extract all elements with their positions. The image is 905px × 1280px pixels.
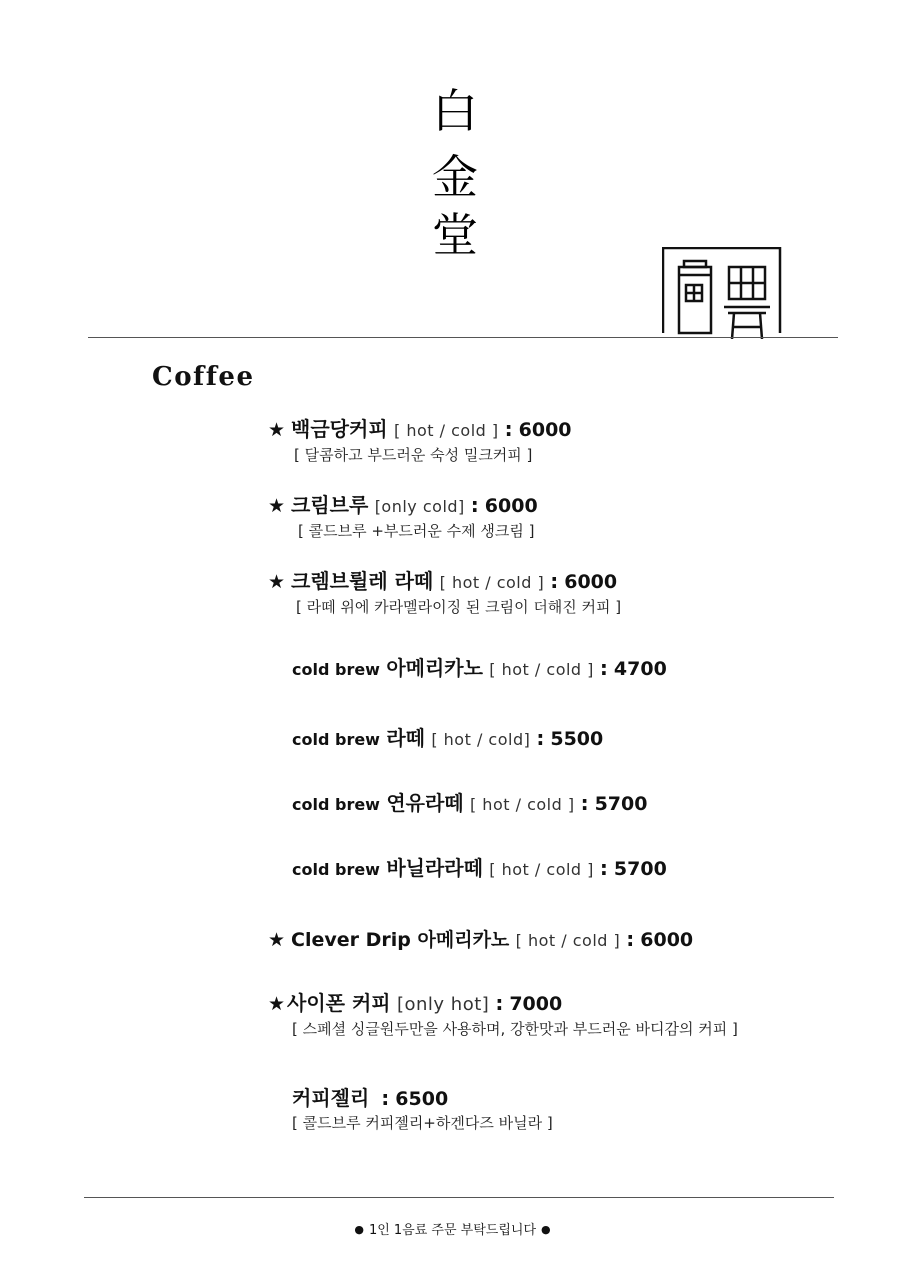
item-price: 6000 [640,929,694,951]
item-prefix: cold brew [292,860,380,879]
menu-item-clever-drip-americano [268,926,693,954]
title-char-1: 白 [432,84,478,138]
header-divider [88,337,838,338]
item-price: 7000 [509,993,563,1015]
item-colon: : [580,791,589,815]
item-price: 6000 [564,571,618,593]
item-name: 커피젤리 [292,1086,370,1110]
item-price: 6000 [518,419,572,441]
menu-item-cold-brew-americano [292,655,667,683]
bullet-icon: ● [354,1223,364,1236]
item-colon: : [381,1086,390,1110]
item-option: [ hot / cold ] [469,795,575,814]
item-colon: : [626,927,635,951]
footer-text: 1인 1음료 주문 부탁드립니다 [368,1223,537,1238]
item-description: [ 스페셜 싱글원두만을 사용하며, 강한맛과 부드러운 바디감의 커피 ] [292,1020,738,1038]
item-name: 백금당커피 [291,417,388,441]
star-icon: ★ [268,929,286,951]
star-icon: ★ [268,495,286,517]
menu-item-siphon-coffee [268,990,738,1040]
item-price: 5700 [613,858,667,880]
menu-item-cold-brew-vanilla-latte [292,855,667,883]
item-name: 바닐라라떼 [386,856,483,880]
star-icon: ★ [268,419,286,441]
item-colon: : [599,656,608,680]
item-name: 크림브루 [291,493,369,517]
item-price: 5700 [594,793,648,815]
footer-divider [84,1197,834,1198]
item-colon: : [470,493,479,517]
house-logo-icon [662,247,782,339]
item-description: [ 라떼 위에 카라멜라이징 된 크림이 더해진 커피 ] [296,598,622,616]
star-icon: ★ [268,571,286,593]
item-price: 4700 [613,658,667,680]
item-name: Clever Drip 아메리카노 [291,929,510,951]
item-option: [ hot / cold ] [439,573,545,592]
menu-item-cream-brew [268,492,538,542]
item-colon: : [504,417,513,441]
item-option: [only hot] [396,994,490,1015]
title-char-3: 堂 [432,208,478,262]
item-option: [ hot / cold ] [489,660,594,679]
menu-item-coffee-jelly [292,1085,553,1134]
item-colon: : [495,991,504,1015]
item-option: [ hot / cold ] [489,860,594,879]
title-char-2: 金 [432,150,478,204]
item-description: [ 콜드브루 +부드러운 수제 생크림 ] [298,522,535,540]
item-description: [ 달콤하고 부드러운 숙성 밀크커피 ] [294,446,533,464]
item-price: 5500 [550,728,604,750]
menu-item-cold-brew-condensed-milk-latte [292,790,647,818]
item-name: 아메리카노 [386,656,483,680]
item-price: 6000 [484,495,538,517]
item-option: [ hot / cold ] [515,931,621,950]
item-colon: : [550,569,559,593]
item-prefix: cold brew [292,730,380,749]
item-price: 6500 [395,1088,449,1110]
menu-item-cold-brew-latte [292,725,603,753]
item-prefix: cold brew [292,660,380,679]
star-icon: ★ [268,993,286,1015]
item-colon: : [599,856,608,880]
item-colon: : [536,726,545,750]
menu-item-creme-brulee-latte [268,568,621,618]
item-description: [ 콜드브루 커피젤리+하겐다즈 바닐라 ] [292,1114,553,1132]
item-name: 사이폰 커피 [287,991,391,1015]
item-name: 크렘브륄레 라떼 [291,569,434,593]
menu-item-baekgeumdang-coffee [268,416,572,466]
footer-note [0,1219,905,1238]
item-name: 연유라떼 [386,791,464,815]
item-option: [only cold] [374,497,465,516]
bullet-icon: ● [541,1223,551,1236]
section-title: Coffee [152,362,255,392]
item-option: [ hot / cold] [431,730,531,749]
item-prefix: cold brew [292,795,380,814]
item-option: [ hot / cold ] [394,421,499,440]
item-name: 라떼 [386,726,425,750]
